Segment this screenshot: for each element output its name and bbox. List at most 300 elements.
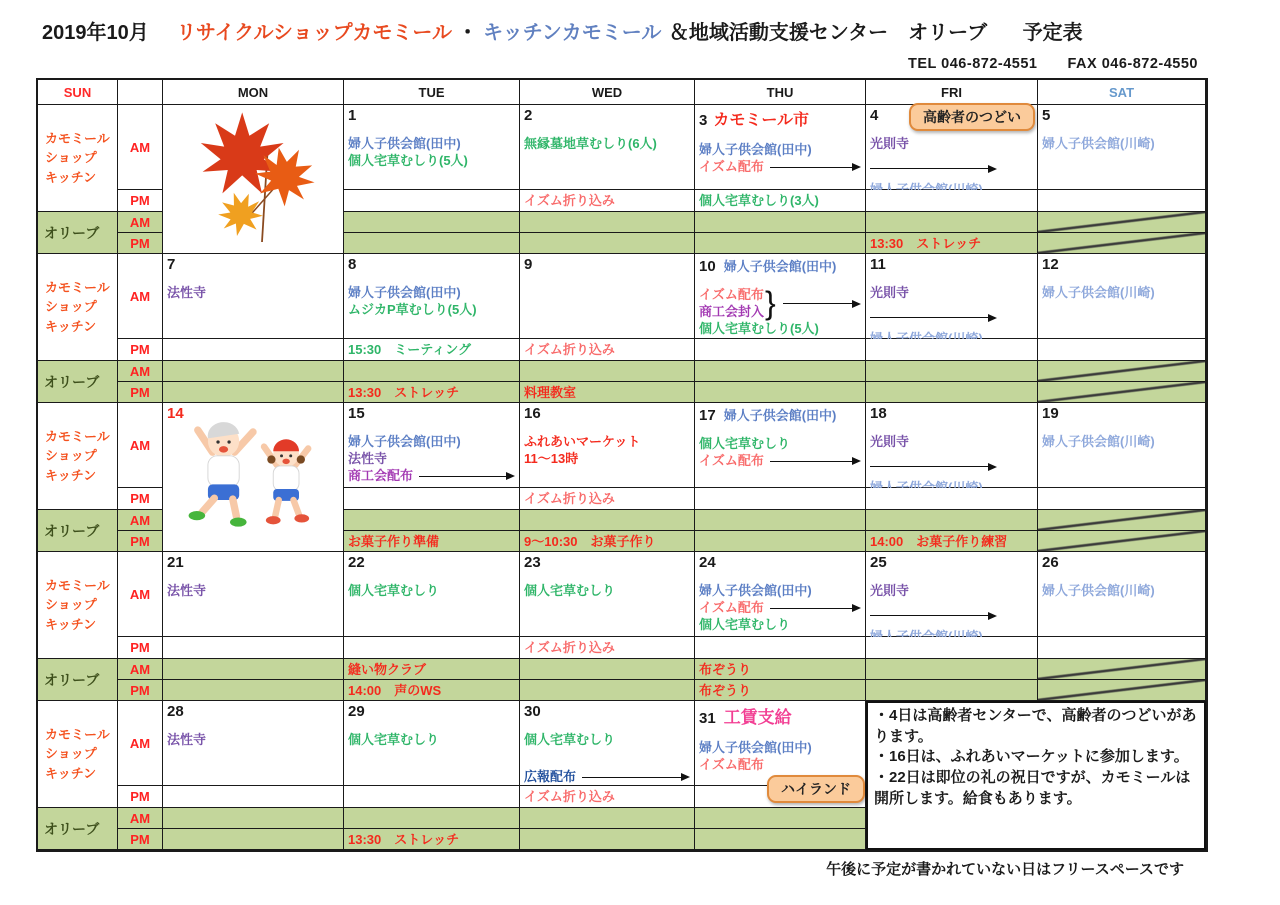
olive-cell-19-am xyxy=(1038,510,1206,531)
event-line xyxy=(348,343,471,356)
arrow-shaft xyxy=(783,303,852,304)
day-cell-3-am xyxy=(695,105,866,190)
arrow-shaft xyxy=(582,777,681,778)
event-line xyxy=(524,386,576,399)
arrow-shaft xyxy=(770,167,852,168)
arrow-head xyxy=(506,472,515,480)
day-cell-5-am xyxy=(1038,105,1206,190)
day-number: 16 xyxy=(524,405,541,422)
event-line xyxy=(524,732,690,749)
row-label-line: キッチン xyxy=(45,765,97,781)
day-number-line xyxy=(524,554,690,571)
day-number-line xyxy=(524,405,690,422)
day-cell-11-pm xyxy=(866,339,1038,361)
day-number-line xyxy=(348,256,515,273)
olive-cell-28-am xyxy=(163,808,344,829)
event-line xyxy=(348,535,439,548)
day-cell-28-am xyxy=(163,701,344,786)
event-label: 13:30 ストレッチ xyxy=(348,831,460,847)
event-line xyxy=(1042,285,1201,302)
day-cell-19-pm xyxy=(1038,488,1206,510)
day-number: 9 xyxy=(524,256,533,273)
event-label: 14:00 声のWS xyxy=(348,682,442,698)
event-label: 9～10:30 お菓子作り xyxy=(524,533,656,549)
event-line xyxy=(524,583,690,600)
event-label: 婦人子供会館(田中) xyxy=(699,740,812,755)
day-title-extra: 工賃支給 xyxy=(723,708,792,727)
notes-box xyxy=(866,701,1206,850)
olive-cell-16-am xyxy=(520,510,695,531)
event-label: 婦人子供会館(田中) xyxy=(699,142,812,157)
event-label: 無縁墓地草むしり(6人) xyxy=(524,136,657,151)
arrow-head xyxy=(681,773,690,781)
event-line xyxy=(524,790,615,803)
row-label-line: キッチン xyxy=(45,318,97,334)
event-label: 婦人子供会館(田中) xyxy=(699,583,812,598)
ampm-label-olive-pm: PM xyxy=(118,233,163,254)
event-line xyxy=(699,757,861,774)
day-cell-4-am xyxy=(866,105,1038,190)
olive-cell-17-pm xyxy=(695,531,866,552)
ampm-label-olive-pm: PM xyxy=(118,531,163,552)
olive-cell-26-am xyxy=(1038,659,1206,680)
event-line xyxy=(524,769,690,786)
row-label-olive: オリーブ xyxy=(38,212,118,254)
event-label: 縫い物クラブ xyxy=(348,661,427,677)
event-list xyxy=(699,436,861,470)
day-number: 18 xyxy=(870,405,887,422)
olive-cell-4-am xyxy=(866,212,1038,233)
day-cell-21-pm xyxy=(163,637,344,659)
event-label: 個人宅草むしり xyxy=(348,583,440,598)
day-cell-2-am xyxy=(520,105,695,190)
arrow-shaft xyxy=(770,608,852,609)
day-cell-25-am xyxy=(866,552,1038,637)
event-list xyxy=(348,285,515,319)
event-label: 個人宅草むしり xyxy=(699,436,791,451)
event-line xyxy=(870,612,1033,620)
event-list xyxy=(167,732,339,749)
ampm-label-pm: PM xyxy=(118,190,163,212)
event-label: 個人宅草むしり(5人) xyxy=(348,152,468,168)
event-list xyxy=(699,287,861,338)
day-cell-9-pm xyxy=(520,339,695,361)
day-number: 14 xyxy=(167,405,184,422)
day-number-line xyxy=(524,107,690,124)
event-label: 11～13時 xyxy=(524,450,579,466)
event-line xyxy=(348,732,515,749)
arrow-shaft xyxy=(870,317,988,318)
day-number: 5 xyxy=(1042,107,1051,124)
row-label-line: ショップ xyxy=(45,448,97,464)
event-list xyxy=(348,732,515,749)
event-label: 光則寺 xyxy=(870,136,910,151)
event-list xyxy=(524,732,690,786)
olive-cell-9-am xyxy=(520,361,695,382)
arrow-head xyxy=(988,612,997,620)
day-cell-7-am xyxy=(163,254,344,339)
event-line xyxy=(699,600,861,617)
row-label-chamomile-shop-kitchen xyxy=(38,403,118,510)
footer-note: 午後に予定が書かれていない日はフリースペースです xyxy=(826,861,1184,878)
event-line xyxy=(870,285,1033,302)
brace-glyph: } xyxy=(765,285,776,322)
olive-cell-1-am xyxy=(344,212,520,233)
day-cell-12-am xyxy=(1038,254,1206,339)
event-line xyxy=(524,434,690,451)
event-line xyxy=(699,453,861,470)
event-line xyxy=(167,732,339,749)
event-line xyxy=(699,287,861,321)
row-label-line: カモミール xyxy=(45,279,110,295)
ampm-label-pm: PM xyxy=(118,637,163,659)
day-number-line xyxy=(699,107,861,130)
day-header-fri: FRI xyxy=(866,80,1038,105)
ampm-label-olive-am: AM xyxy=(118,212,163,233)
day-number-line xyxy=(699,405,861,424)
ampm-label-olive-pm: PM xyxy=(118,829,163,850)
event-line xyxy=(348,468,515,485)
olive-cell-11-am xyxy=(866,361,1038,382)
arrow-right-icon xyxy=(770,604,861,612)
row-label-chamomile-shop-kitchen xyxy=(38,701,118,808)
row-label-olive: オリーブ xyxy=(38,808,118,850)
event-label: 光則寺 xyxy=(870,434,910,449)
title-center-name: ＆地域活動支援センター オリーブ xyxy=(668,22,988,44)
ampm-label-olive-pm: PM xyxy=(118,382,163,403)
day-cell-2-pm xyxy=(520,190,695,212)
event-list xyxy=(1042,285,1201,302)
event-line xyxy=(348,451,515,468)
day-cell-1-pm xyxy=(344,190,520,212)
event-label: 婦人子供会館(川崎) xyxy=(1042,434,1155,449)
arrow-right-icon xyxy=(419,472,515,480)
row-label-chamomile-shop-kitchen xyxy=(38,254,118,361)
day-cell-18-pm xyxy=(866,488,1038,510)
day-cell-8-pm xyxy=(344,339,520,361)
event-line xyxy=(348,285,515,302)
day-number: 19 xyxy=(1042,405,1059,422)
day-number: 1 xyxy=(348,107,357,124)
day-number-line xyxy=(348,107,515,124)
event-line xyxy=(870,535,1007,548)
day-number-line xyxy=(348,405,515,422)
row-label-line: ショップ xyxy=(45,597,97,613)
day-cell-23-pm xyxy=(520,637,695,659)
olive-cell-2-pm xyxy=(520,233,695,254)
arrow-right-icon xyxy=(870,463,997,471)
arrow-right-icon xyxy=(870,612,997,620)
day-header-mon: MON xyxy=(163,80,344,105)
day-number-line xyxy=(1042,405,1201,422)
olive-cell-24-am xyxy=(695,659,866,680)
event-line xyxy=(167,583,339,600)
row-label-line: ショップ xyxy=(45,746,97,762)
event-list xyxy=(348,136,515,170)
day-number-line xyxy=(348,703,515,720)
event-line xyxy=(870,463,1033,471)
event-label: 料理教室 xyxy=(524,384,577,400)
ampm-label-am: AM xyxy=(118,701,163,786)
event-line xyxy=(348,663,426,676)
event-line xyxy=(348,153,515,170)
olive-cell-23-pm xyxy=(520,680,695,701)
day-number-line xyxy=(870,256,1033,273)
event-label: イズム配布 xyxy=(699,452,764,468)
children-exercise-image xyxy=(170,408,336,546)
event-label: 商工会封入 xyxy=(699,303,765,319)
event-label: イズム折り込み xyxy=(524,640,615,655)
event-label: 個人宅草むしり xyxy=(348,732,440,747)
day-cell-16-am xyxy=(520,403,695,488)
olive-cell-31-am xyxy=(695,808,866,829)
day-cell-10-pm xyxy=(695,339,866,361)
day-cell-5-pm xyxy=(1038,190,1206,212)
event-list xyxy=(1042,434,1201,451)
row-label-line: キッチン xyxy=(45,467,97,483)
notes-line: ・22日は即位の礼の祝日ですが、カモミールは開所します。給食もあります。 xyxy=(874,769,1191,807)
day-cell-30-pm xyxy=(520,786,695,808)
olive-cell-30-am xyxy=(520,808,695,829)
day-number: 11 xyxy=(870,256,886,273)
row-label-line: ショップ xyxy=(45,150,97,166)
event-label: お菓子作り準備 xyxy=(348,533,440,549)
olive-cell-30-pm xyxy=(520,829,695,850)
day-number-line xyxy=(167,703,339,720)
day-number: 17 xyxy=(699,407,716,424)
event-line xyxy=(524,343,615,356)
day-cell-22-am xyxy=(344,552,520,637)
day-number: 7 xyxy=(167,256,176,273)
olive-cell-26-pm xyxy=(1038,680,1206,701)
row-label-olive: オリーブ xyxy=(38,510,118,552)
olive-cell-18-pm xyxy=(866,531,1038,552)
event-brace-group xyxy=(699,287,777,321)
day-number-line xyxy=(524,256,690,273)
day-number-line xyxy=(1042,554,1201,571)
olive-cell-12-am xyxy=(1038,361,1206,382)
day-cell-26-am xyxy=(1038,552,1206,637)
ampm-label-pm: PM xyxy=(118,786,163,808)
day-cell-3-pm xyxy=(695,190,866,212)
olive-cell-24-pm xyxy=(695,680,866,701)
olive-cell-31-pm xyxy=(695,829,866,850)
event-line xyxy=(870,434,1033,451)
event-label: 婦人子供会館(田中) xyxy=(348,136,461,151)
day-cell-28-pm xyxy=(163,786,344,808)
event-line xyxy=(699,684,751,697)
day-cell-7-pm xyxy=(163,339,344,361)
row-label-chamomile-shop-kitchen xyxy=(38,552,118,659)
event-line xyxy=(699,159,861,176)
row-label-line: キッチン xyxy=(45,169,97,185)
olive-cell-10-pm xyxy=(695,382,866,403)
arrow-shaft xyxy=(870,466,988,467)
day-number: 24 xyxy=(699,554,716,571)
event-label: 法性寺 xyxy=(167,583,207,598)
day-cell-31-am xyxy=(695,701,866,797)
olive-cell-17-am xyxy=(695,510,866,531)
event-list xyxy=(699,740,861,774)
arrow-head xyxy=(852,163,861,171)
event-label: イズム折り込み xyxy=(524,789,615,804)
arrow-right-icon xyxy=(770,457,861,465)
olive-cell-9-pm xyxy=(520,382,695,403)
olive-cell-25-am xyxy=(866,659,1038,680)
ampm-label-am: AM xyxy=(118,105,163,190)
day-cell-29-pm xyxy=(344,786,520,808)
event-line xyxy=(348,136,515,153)
event-line xyxy=(699,663,751,676)
event-line xyxy=(348,302,515,319)
ampm-label-olive-am: AM xyxy=(118,361,163,382)
event-line xyxy=(870,165,1033,173)
day-cell-16-pm xyxy=(520,488,695,510)
ampm-label-olive-am: AM xyxy=(118,808,163,829)
olive-cell-8-pm xyxy=(344,382,520,403)
autumn-leaves-image xyxy=(178,107,328,251)
event-list xyxy=(348,434,515,485)
event-list xyxy=(1042,136,1201,153)
event-line xyxy=(699,194,819,207)
day-number-line xyxy=(524,703,690,720)
olive-cell-25-pm xyxy=(866,680,1038,701)
ampm-label-am: AM xyxy=(118,403,163,488)
event-label: イズム折り込み xyxy=(524,342,615,357)
event-label: ふれあいマーケット xyxy=(524,434,641,449)
event-line xyxy=(699,321,861,338)
arrow-head xyxy=(852,300,861,308)
day-number: 26 xyxy=(1042,554,1059,571)
event-label: 個人宅草むしり xyxy=(699,616,791,632)
olive-cell-29-am xyxy=(344,808,520,829)
ampm-label-olive-am: AM xyxy=(118,659,163,680)
olive-cell-1-pm xyxy=(344,233,520,254)
day-cell-12-pm xyxy=(1038,339,1206,361)
day-number: 2 xyxy=(524,107,533,124)
event-line xyxy=(699,583,861,600)
day-cell-23-am xyxy=(520,552,695,637)
page-title xyxy=(42,16,1083,45)
event-label: 13:30 ストレッチ xyxy=(870,235,982,251)
day-title-extra: カモミール市 xyxy=(713,112,810,129)
day-number-line xyxy=(699,703,861,728)
event-badge: 高齢者のつどい xyxy=(909,103,1035,131)
day-number-line xyxy=(870,405,1033,422)
event-line xyxy=(870,237,981,250)
arrow-right-icon xyxy=(770,163,861,171)
day-cell-21-am xyxy=(163,552,344,637)
row-label-line: カモミール xyxy=(45,428,110,444)
row-label-line: カモミール xyxy=(45,726,110,742)
event-line xyxy=(699,142,861,159)
event-label: 婦人子供会館(田中) xyxy=(348,285,461,300)
ampm-label-pm: PM xyxy=(118,488,163,510)
event-list xyxy=(524,434,690,468)
day-number: 21 xyxy=(167,554,184,571)
olive-cell-28-pm xyxy=(163,829,344,850)
day-number-line xyxy=(167,554,339,571)
day-cell-19-am xyxy=(1038,403,1206,488)
day-number-line xyxy=(1042,107,1201,124)
olive-cell-3-pm xyxy=(695,233,866,254)
title-schedule-word: 予定表 xyxy=(1022,22,1083,44)
event-label: 14:00 お菓子作り練習 xyxy=(870,533,1008,549)
olive-cell-21-am xyxy=(163,659,344,680)
arrow-right-icon xyxy=(582,773,690,781)
day-number: 30 xyxy=(524,703,541,720)
row-label-olive: オリーブ xyxy=(38,659,118,701)
arrow-head xyxy=(988,314,997,322)
event-line xyxy=(348,583,515,600)
day-number: 29 xyxy=(348,703,365,720)
olive-cell-7-pm xyxy=(163,382,344,403)
row-label-line: キッチン xyxy=(45,616,97,632)
event-line xyxy=(167,285,339,302)
event-label: 15:30 ミーティング xyxy=(348,342,471,357)
arrow-head xyxy=(852,604,861,612)
calendar-image-cell xyxy=(163,105,344,254)
day-cell-24-pm xyxy=(695,637,866,659)
day-cell-26-pm xyxy=(1038,637,1206,659)
ampm-label-am: AM xyxy=(118,254,163,339)
event-line xyxy=(870,136,1033,153)
event-line xyxy=(524,451,690,468)
title-separator: ・ xyxy=(457,22,478,44)
event-label: 広報配布 xyxy=(524,768,577,784)
day-number-line xyxy=(699,256,861,275)
olive-cell-19-pm xyxy=(1038,531,1206,552)
arrow-right-icon xyxy=(870,314,997,322)
day-number-line xyxy=(1042,256,1201,273)
day-cell-1-am xyxy=(344,105,520,190)
day-cell-30-am xyxy=(520,701,695,786)
day-cell-18-am xyxy=(866,403,1038,488)
event-label: 光則寺 xyxy=(870,285,910,300)
arrow-head xyxy=(988,165,997,173)
arrow-right-icon xyxy=(870,165,997,173)
event-list xyxy=(348,583,515,600)
event-line xyxy=(524,535,655,548)
event-label: ムジカP草むしり(5人) xyxy=(348,301,477,317)
day-cell-22-pm xyxy=(344,637,520,659)
event-label: 個人宅草むしり(3人) xyxy=(699,193,819,208)
event-label: 個人宅草むしり xyxy=(524,732,616,747)
day-cell-10-am xyxy=(695,254,866,339)
day-number-line xyxy=(870,554,1033,571)
calendar-image-cell xyxy=(163,403,344,552)
row-label-chamomile-shop-kitchen xyxy=(38,105,118,212)
event-label: 個人宅草むしり xyxy=(524,583,616,598)
olive-cell-7-am xyxy=(163,361,344,382)
event-line xyxy=(348,434,515,451)
olive-cell-10-am xyxy=(695,361,866,382)
event-label: 婦人子供会館(川崎) xyxy=(1042,583,1155,598)
olive-cell-2-am xyxy=(520,212,695,233)
day-number: 22 xyxy=(348,554,365,571)
event-label: イズム折り込み xyxy=(524,491,615,506)
event-list xyxy=(167,285,339,302)
event-label: 商工会配布 xyxy=(348,467,414,483)
day-header-blank xyxy=(118,80,163,105)
arrow-shaft xyxy=(419,476,506,477)
arrow-shaft xyxy=(870,615,988,616)
event-line xyxy=(699,436,861,453)
day-cell-24-am xyxy=(695,552,866,637)
event-line xyxy=(1042,434,1201,451)
olive-cell-11-pm xyxy=(866,382,1038,403)
day-number: 15 xyxy=(348,405,365,422)
